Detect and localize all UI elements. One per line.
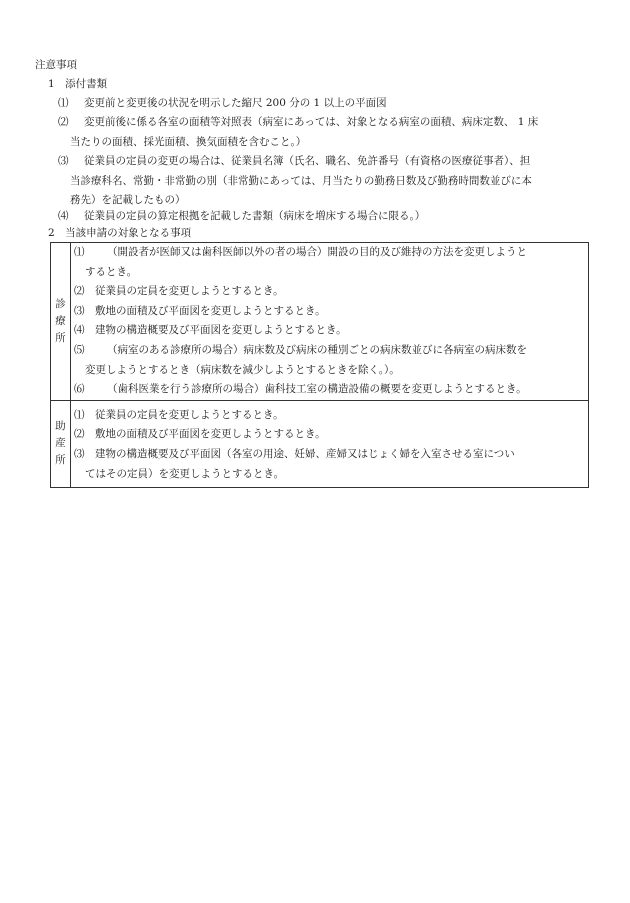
section2-heading: 2 当該申請の対象となる事項 (48, 227, 192, 239)
label-char: 助 (55, 420, 66, 433)
item-text: 従業員の定員の変更の場合は、従業員名簿（氏名、職名、免許番号（有資格の医療従事者）、担 (84, 155, 531, 167)
list-item (71, 243, 588, 263)
item-text-continued: 務先）を記載したもの） (70, 194, 186, 207)
list-item (71, 302, 588, 322)
item-number: ⑶ (58, 155, 69, 167)
list-item (71, 341, 588, 361)
list-item (71, 282, 588, 302)
item-number: ⑸ (74, 343, 85, 356)
clinic-label (51, 243, 71, 401)
label-char: 療 (55, 314, 66, 327)
item-number: ⑹ (74, 383, 85, 396)
item-text: 変更前と変更後の状況を明示した縮尺 200 分の 1 以上の平面図 (84, 97, 387, 109)
item-text-continued: 当たりの面積、採光面積、換気面積を含むこと。） (70, 135, 307, 148)
item-text: 敷地の面積及び平面図を変更しようとするとき。 (95, 304, 326, 317)
midwifery-group-row (51, 400, 589, 487)
item-text: 建物の構造概要及び平面図を変更しようとするとき。 (95, 324, 347, 337)
label-char: 診 (55, 297, 66, 310)
list-item (71, 321, 588, 341)
item-number: ⑴ (74, 408, 85, 421)
label-char: 産 (55, 437, 66, 450)
item-text: （開設者が医師又は歯科医師以外の者の場合）開設の目的及び維持の方法を変更しようと (107, 246, 527, 258)
item-number: ⑶ (74, 304, 85, 317)
list-item-continued (71, 465, 588, 485)
item-text: 従業員の定員を変更しようとするとき。 (95, 408, 284, 421)
list-item (71, 425, 588, 445)
item-number: ⑷ (74, 324, 85, 337)
section1-heading: 1 添付書類 (48, 78, 108, 90)
item-number: ⑵ (58, 116, 69, 128)
clinic-items (71, 243, 589, 401)
item-number: ⑶ (74, 447, 85, 460)
item-number: ⑵ (74, 428, 85, 441)
list-item (71, 445, 588, 465)
list-item (71, 380, 588, 400)
item-text-continued: 変更しようとするとき（病床数を減少しようとするときを除く。）。 (85, 363, 400, 376)
item-number: ⑴ (74, 246, 85, 258)
item-text: 建物の構造概要及び平面図（各室の用途、妊婦、産婦又はじょく婦を入室させる室につい (95, 447, 515, 460)
item-text-continued: 当診療科名、常勤・非常勤の別（非常勤にあっては、月当たりの勤務日数及び勤務時間数並びに本 (70, 174, 532, 187)
list-item-continued (71, 263, 588, 283)
label-char: 所 (55, 454, 66, 467)
item-number: ⑴ (58, 97, 69, 109)
item-text-continued: するとき。 (85, 265, 138, 278)
item-text: 変更前後に係る各室の面積等対照表（病室にあっては、対象となる病室の面積、病床定数、 1 床 (84, 116, 539, 128)
item-text: （病室のある診療所の場合）病床数及び病床の種別ごとの病床数並びに各病室の病床数を (107, 343, 527, 356)
item-number: ⑵ (74, 285, 85, 298)
midwifery-label (51, 400, 71, 487)
item-text: 従業員の定員の算定根拠を記載した書類（病床を増床する場合に限る。） (84, 210, 426, 222)
midwifery-items (71, 400, 589, 487)
notes-title: 注意事項 (35, 59, 77, 71)
list-item-continued (71, 361, 588, 381)
target-items-table (50, 242, 589, 488)
item-text: 敷地の面積及び平面図を変更しようとするとき。 (95, 428, 326, 441)
label-char: 所 (55, 331, 66, 344)
item-text: 従業員の定員を変更しようとするとき。 (95, 285, 284, 298)
item-text: （歯科医業を行う診療所の場合）歯科技工室の構造設備の概要を変更しようとするとき。 (107, 383, 527, 396)
item-number: ⑷ (58, 210, 69, 222)
list-item (71, 406, 588, 426)
clinic-group-row (51, 243, 589, 401)
item-text-continued: てはその定員）を変更しようとするとき。 (85, 467, 285, 480)
